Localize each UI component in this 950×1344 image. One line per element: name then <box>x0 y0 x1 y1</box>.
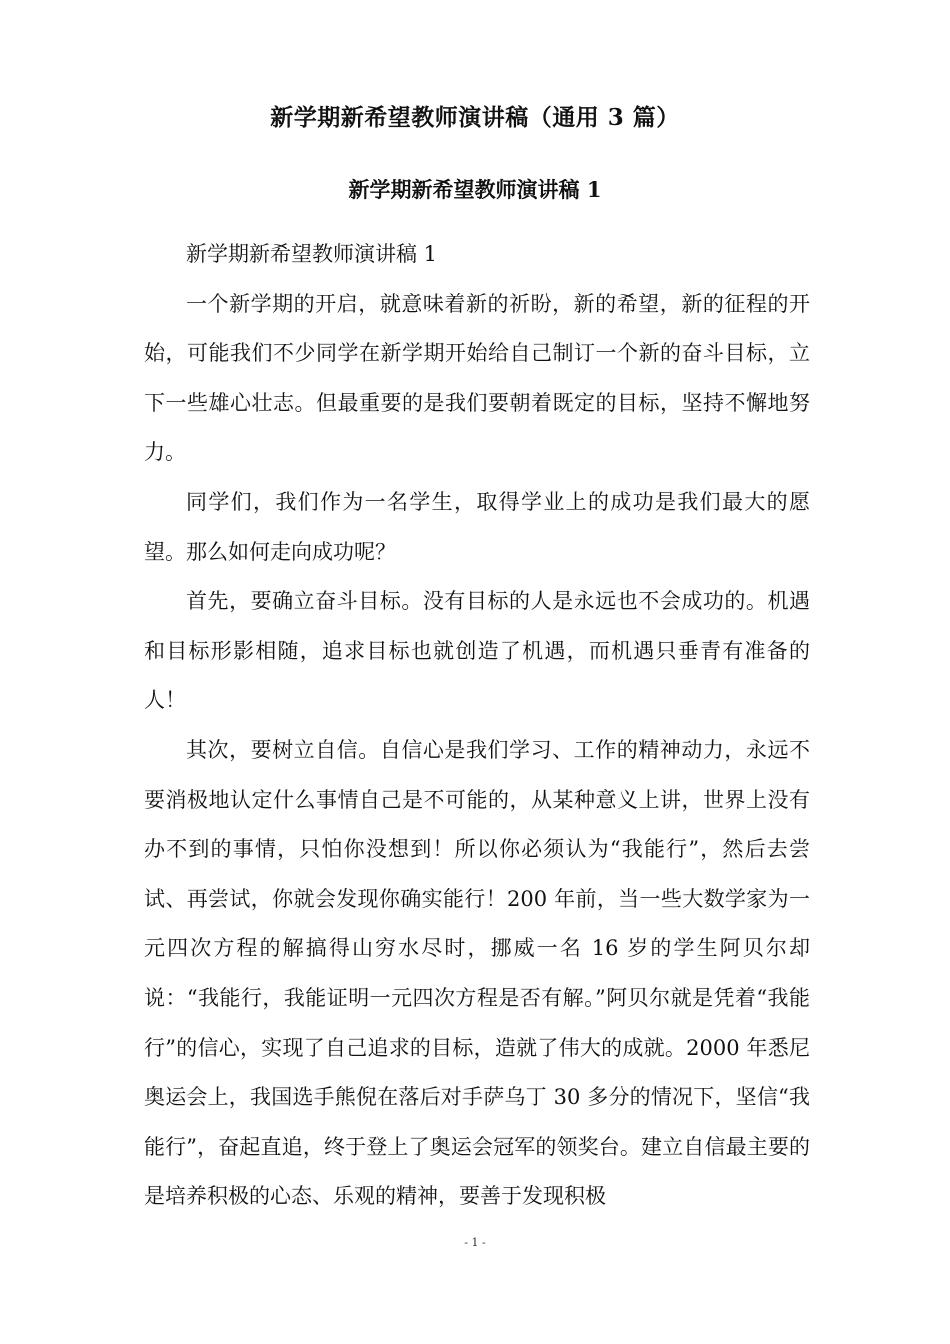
paragraph: 首先，要确立奋斗目标。没有目标的人是永远也不会成功的。机遇和目标形影相随，追求目标也就创造了机遇，而机遇只垂青有准备的人！ <box>144 589 810 713</box>
document-body <box>144 230 810 1222</box>
section-title: 新学期新希望教师演讲稿 1 <box>348 177 602 202</box>
document-title: 新学期新希望教师演讲稿（通用 3 篇） <box>270 104 680 131</box>
page-number: - 1 - <box>464 1236 486 1249</box>
paragraph: 同学们，我们作为一名学生，取得学业上的成功是我们最大的愿望。那么如何走向成功呢？ <box>144 489 810 564</box>
paragraph: 其次，要树立自信。自信心是我们学习、工作的精神动力，永远不要消极地认定什么事情自己是不可能的，从某种意义上讲，世界上没有办不到的事情，只怕你没想到！所以你必须认为“我能行”，然后去尝试、再尝试，你就会发现你确实能行！200 年前，当一些大数学家为一元四次方程的解搞得山穷水尽时，挪威一名 16 岁的学生阿贝尔却说：“我能行，我能证明一元四次方程是否有解。”阿贝尔就是凭着“我能行”的信心，实现了自己追求的目标，造就了伟大的成就。2000 年悉尼奥运会上，我国选手熊倪在落后对手萨乌丁 30 多分的情况下，坚信“我能行”，奋起直追，终于登上了奥运会冠军的领奖台。建立自信最主要的是培养积极的心态、乐观的精神，要善于发现积极 <box>144 737 810 1209</box>
paragraph: 新学期新希望教师演讲稿 1 <box>186 242 438 266</box>
paragraph: 一个新学期的开启，就意味着新的祈盼，新的希望，新的征程的开始，可能我们不少同学在新学期开始给自己制订一个新的奋斗目标，立下一些雄心壮志。但最重要的是我们要朝着既定的目标，坚持不懈地努力。 <box>144 291 810 465</box>
